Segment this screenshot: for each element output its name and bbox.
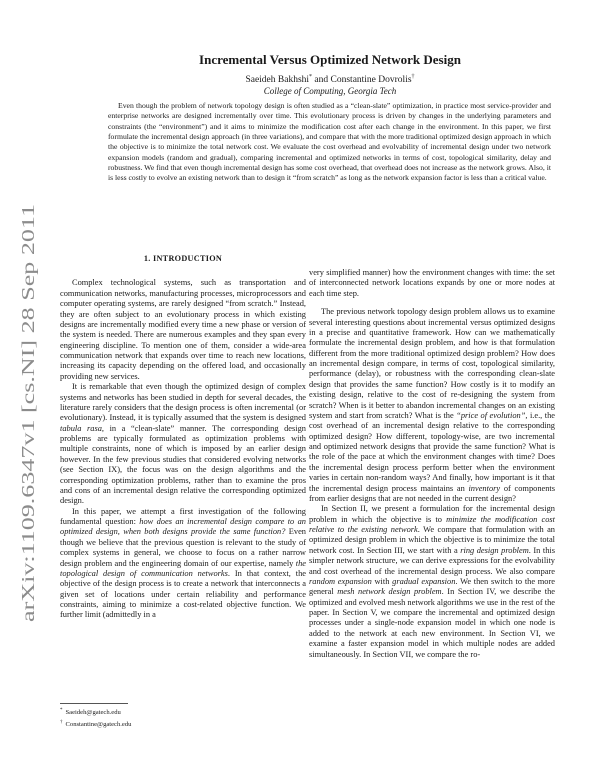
emphasis: minimize the modification cost relative to the existing network	[309, 514, 555, 534]
footnote	[60, 706, 300, 718]
text-run: . In this simpler network structure, we can derive expressions for the evolvability and cost overhead of the incremental design process. We also compare	[309, 545, 555, 576]
footnote	[60, 718, 300, 730]
paragraph	[309, 307, 555, 504]
emphasis: gradual expansion	[392, 576, 456, 586]
left-column	[60, 254, 306, 621]
paragraph	[309, 504, 555, 660]
arxiv-stamp	[10, 190, 44, 630]
affiliation: College of Computing, Georgia Tech	[263, 86, 397, 96]
paragraph-gap	[309, 299, 555, 307]
emphasis: mesh network design problem	[337, 587, 442, 597]
footnote-rule	[60, 703, 128, 704]
text-run: , in a “clean-slate” manner. The corresponding design problems are typically formulated as optimization problems with multiple constraints, none of which is imposed by an earlier design however. In the few previous studies that considered evolving networks (see Section IX), the focus was on the design algorithms and the corresponding optimization problems, rather than to examine the pros and cons of an incremental design relative the corresponding optimized design.	[60, 423, 306, 506]
footnote-mark: †	[411, 74, 415, 80]
emphasis: inventory	[468, 483, 501, 493]
footnote-mark: *	[309, 74, 313, 80]
author-name: Constantine Dovrolis	[330, 75, 412, 86]
paragraph	[60, 507, 306, 621]
emphasis: “price of evolution”	[456, 410, 526, 420]
footnote-mark: †	[60, 719, 63, 725]
author-conjunction: and	[312, 75, 331, 86]
text-run: The previous network topology design problem allows us to examine several interesting questions about incremental versus optimized designs in a precise and quantitative framework. How can we mathematically formulate the incremental design problem, and how is that formulation different from the more traditional optimized design problem? How does an incremental design compare, in terms of cost, topological similarity, performance (delay), or robustness with the corresponding clean-slate design that provides the same function? How costly is it to modify an existing design, relative to the cost of re-designing the system from scratch? When is it better to abandon incremental changes on an existing system and start from scratch? What is the	[309, 307, 555, 420]
arxiv-id: arXiv:1109.6347v1 [cs.NI] 28 Sep 2011	[18, 341, 38, 622]
author-line	[60, 74, 600, 85]
right-column	[309, 268, 555, 660]
section-heading: 1. INTRODUCTION	[143, 254, 223, 263]
text-run: of components from earlier designs that are not needed in the current design?	[309, 483, 555, 503]
emphasis: ring design problem	[460, 545, 529, 555]
paper-title: Incremental Versus Optimized Network Design	[199, 52, 461, 67]
emphasis: random expansion	[309, 576, 372, 586]
abstract: Even though the problem of network topology design is often studied as a “clean-slate” optimization, in practice most service-provider and enterprise networks are designed incrementally over time. This evolutionary process is driven by changes in the underlying parameters and constraints (the “environment”) and it aims to minimize the modification cost after each change in the environment. In this paper, we first formulate the incremental design approach (in three variations), and compare that with the more traditional optimized design approach in which the objective is to minimize the total network cost. We evaluate the cost overhead and evolvability of incremental design under two network expansion models (random and gradual), comparing incremental and optimized networks in terms of cost, topological similarity, delay and robustness. We find that even though incremental design has some cost overhead, that overhead does not increase as the network grows. Also, it is less costly to evolve an existing network than to design it “from scratch” as long as the network expansion factor is less than a critical value.	[108, 101, 551, 183]
footnote-text: Constantine@gatech.edu	[65, 720, 132, 728]
emphasis: tabula rasa	[60, 423, 102, 433]
text-run: with	[371, 576, 393, 586]
text-run: Even though we believe that the previous question is relevant to the study of complex systems in general, we choose to focus on a rather narrow design problem and the engineering domain of our expertise, namely	[60, 527, 306, 568]
paragraph: Complex technological systems, such as transportation and communication networks, manufacturing processes, microprocessors and computer operating systems, are rarely designed “from scratch.” Instead, they are often subject to an evolutionary process in which existing designs are incrementally modified every time a new phase or version of the system is needed. There are numerous examples and they span every engineering discipline. To mention one of them, consider a wide-area communication network that expands over time to reach new locations, increasing its capacity depending on the offered load, and occasionally providing new services.	[60, 278, 306, 381]
emphasis: the topological design of communication networks	[60, 558, 306, 578]
author-name: Saeideh Bakhshi	[245, 75, 310, 86]
text-run: . In Section IV, we describe the optimized and evolved mesh network algorithms we use in the rest of the paper. In Section V, we compare the incremental and optimized design processes under a single-node expansion model in which one node is added to the network at each new environment. In Section VI, we examine a faster expansion model in which multiple nodes are added simultaneously. In Section VII, we compare the ro-	[309, 587, 555, 659]
paragraph	[60, 382, 306, 507]
footnote-mark: *	[60, 708, 63, 713]
text-run: In this paper, we attempt a first investigation of the following fundamental question:	[60, 506, 306, 526]
footnote-text: Saeideh@gatech.edu	[65, 709, 121, 717]
text-run: In Section II, we present a formulation for the incremental design problem in which the objective is to	[309, 504, 555, 524]
text-run: . In that context, the objective of the design process is to create a network that interconnects a given set of locations under certain reliability and performance constraints, aiming to minimize a cost-related objective function. We further limit (admittedly in a	[60, 568, 306, 620]
text-run: . We compare that formulation with an optimized design problem in which the objective is to minimize the total network cost. In Section III, we start with a	[309, 525, 555, 555]
emphasis: how does an incremental design compare to an optimized design, when both designs provide the same function?	[60, 517, 306, 537]
paragraph: very simplified manner) how the environment changes with time: the set of interconnected network locations expands by one or more nodes at each time step.	[309, 268, 555, 298]
text-run: It is remarkable that even though the optimized design of complex systems and networks has been studied in depth for several decades, the literature rarely considers that the design process is often incremental (or evolutionary). Instead, it is typically assumed that the system is designed	[60, 382, 306, 423]
text-run: . We then switch to the more general	[309, 576, 556, 597]
text-run: , i.e., the cost overhead of an incremental design relative to the corresponding optimized design? How different, topology-wise, are two incremental and optimized network designs that provide the same function? What is the role of the pace at which the environment changes with time? Does the incremental design process perform better when the environment varies in certain non-random ways? And finally, how important is it that the incremental design process maintains an	[309, 410, 555, 493]
footnotes	[60, 706, 300, 729]
